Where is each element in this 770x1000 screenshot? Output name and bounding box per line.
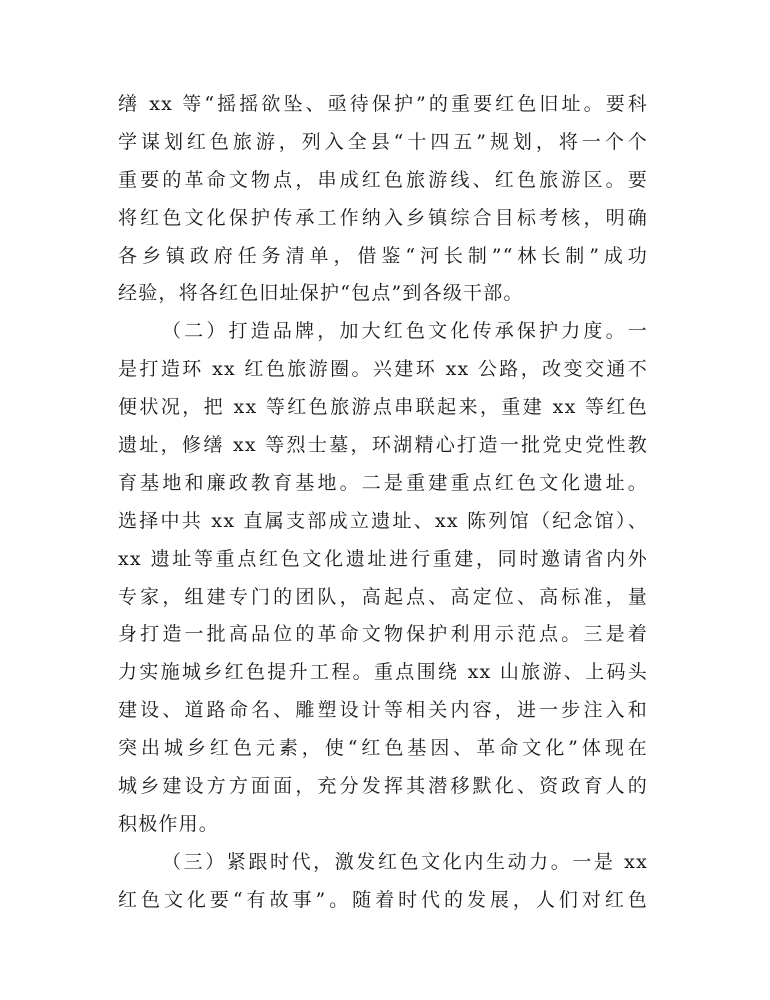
text-line: 将红色文化保护传承工作纳入乡镇综合目标考核，明确 (118, 206, 648, 229)
text-line: 红色文化要“有故事”。随着时代的发展，人们对红色 (118, 888, 648, 911)
text-line: 专家，组建专门的团队，高起点、高定位、高标准，量 (118, 585, 648, 608)
text-line: 学谋划红色旅游，列入全县“十四五”规划，将一个个 (118, 130, 648, 153)
text-line: 身打造一批高品位的革命文物保护利用示范点。三是着 (118, 623, 648, 646)
text-line: 选择中共 xx 直属支部成立遗址、xx 陈列馆（纪念馆）、 (118, 509, 648, 532)
text-line: 建设、道路命名、雕塑设计等相关内容，进一步注入和 (118, 699, 648, 722)
document-body (118, 86, 648, 920)
text-line: 育基地和廉政教育基地。二是重建重点红色文化遗址。 (118, 471, 648, 494)
text-line: 经验，将各红色旧址保护“包点”到各级干部。 (118, 282, 524, 305)
text-line: 缮 xx 等“摇摇欲坠、亟待保护”的重要红色旧址。要科 (118, 93, 648, 115)
text-line: 积极作用。 (118, 812, 220, 835)
section-heading-line: （二）打造品牌，加大红色文化传承保护力度。一 (162, 320, 648, 343)
text-line: 突出城乡红色元素，使“红色基因、革命文化”体现在 (118, 737, 648, 760)
text-line: 是打造环 xx 红色旅游圈。兴建环 xx 公路，改变交通不 (118, 358, 648, 381)
text-line: 遗址，修缮 xx 等烈士墓，环湖精心打造一批党史党性教 (118, 434, 648, 457)
text-line: 城乡建设方方面面，充分发挥其潜移默化、资政育人的 (118, 775, 648, 798)
text-line: 各乡镇政府任务清单，借鉴“河长制”“林长制”成功 (118, 244, 648, 267)
text-line: xx 遗址等重点红色文化遗址进行重建，同时邀请省内外 (118, 547, 648, 570)
section-heading-line: （三）紧跟时代，激发红色文化内生动力。一是 xx (162, 850, 648, 873)
text-line: 力实施城乡红色提升工程。重点围绕 xx 山旅游、上码头 (118, 661, 648, 684)
text-line: 重要的革命文物点，串成红色旅游线、红色旅游区。要 (118, 168, 648, 191)
text-line: 便状况，把 xx 等红色旅游点串联起来，重建 xx 等红色 (118, 396, 648, 419)
